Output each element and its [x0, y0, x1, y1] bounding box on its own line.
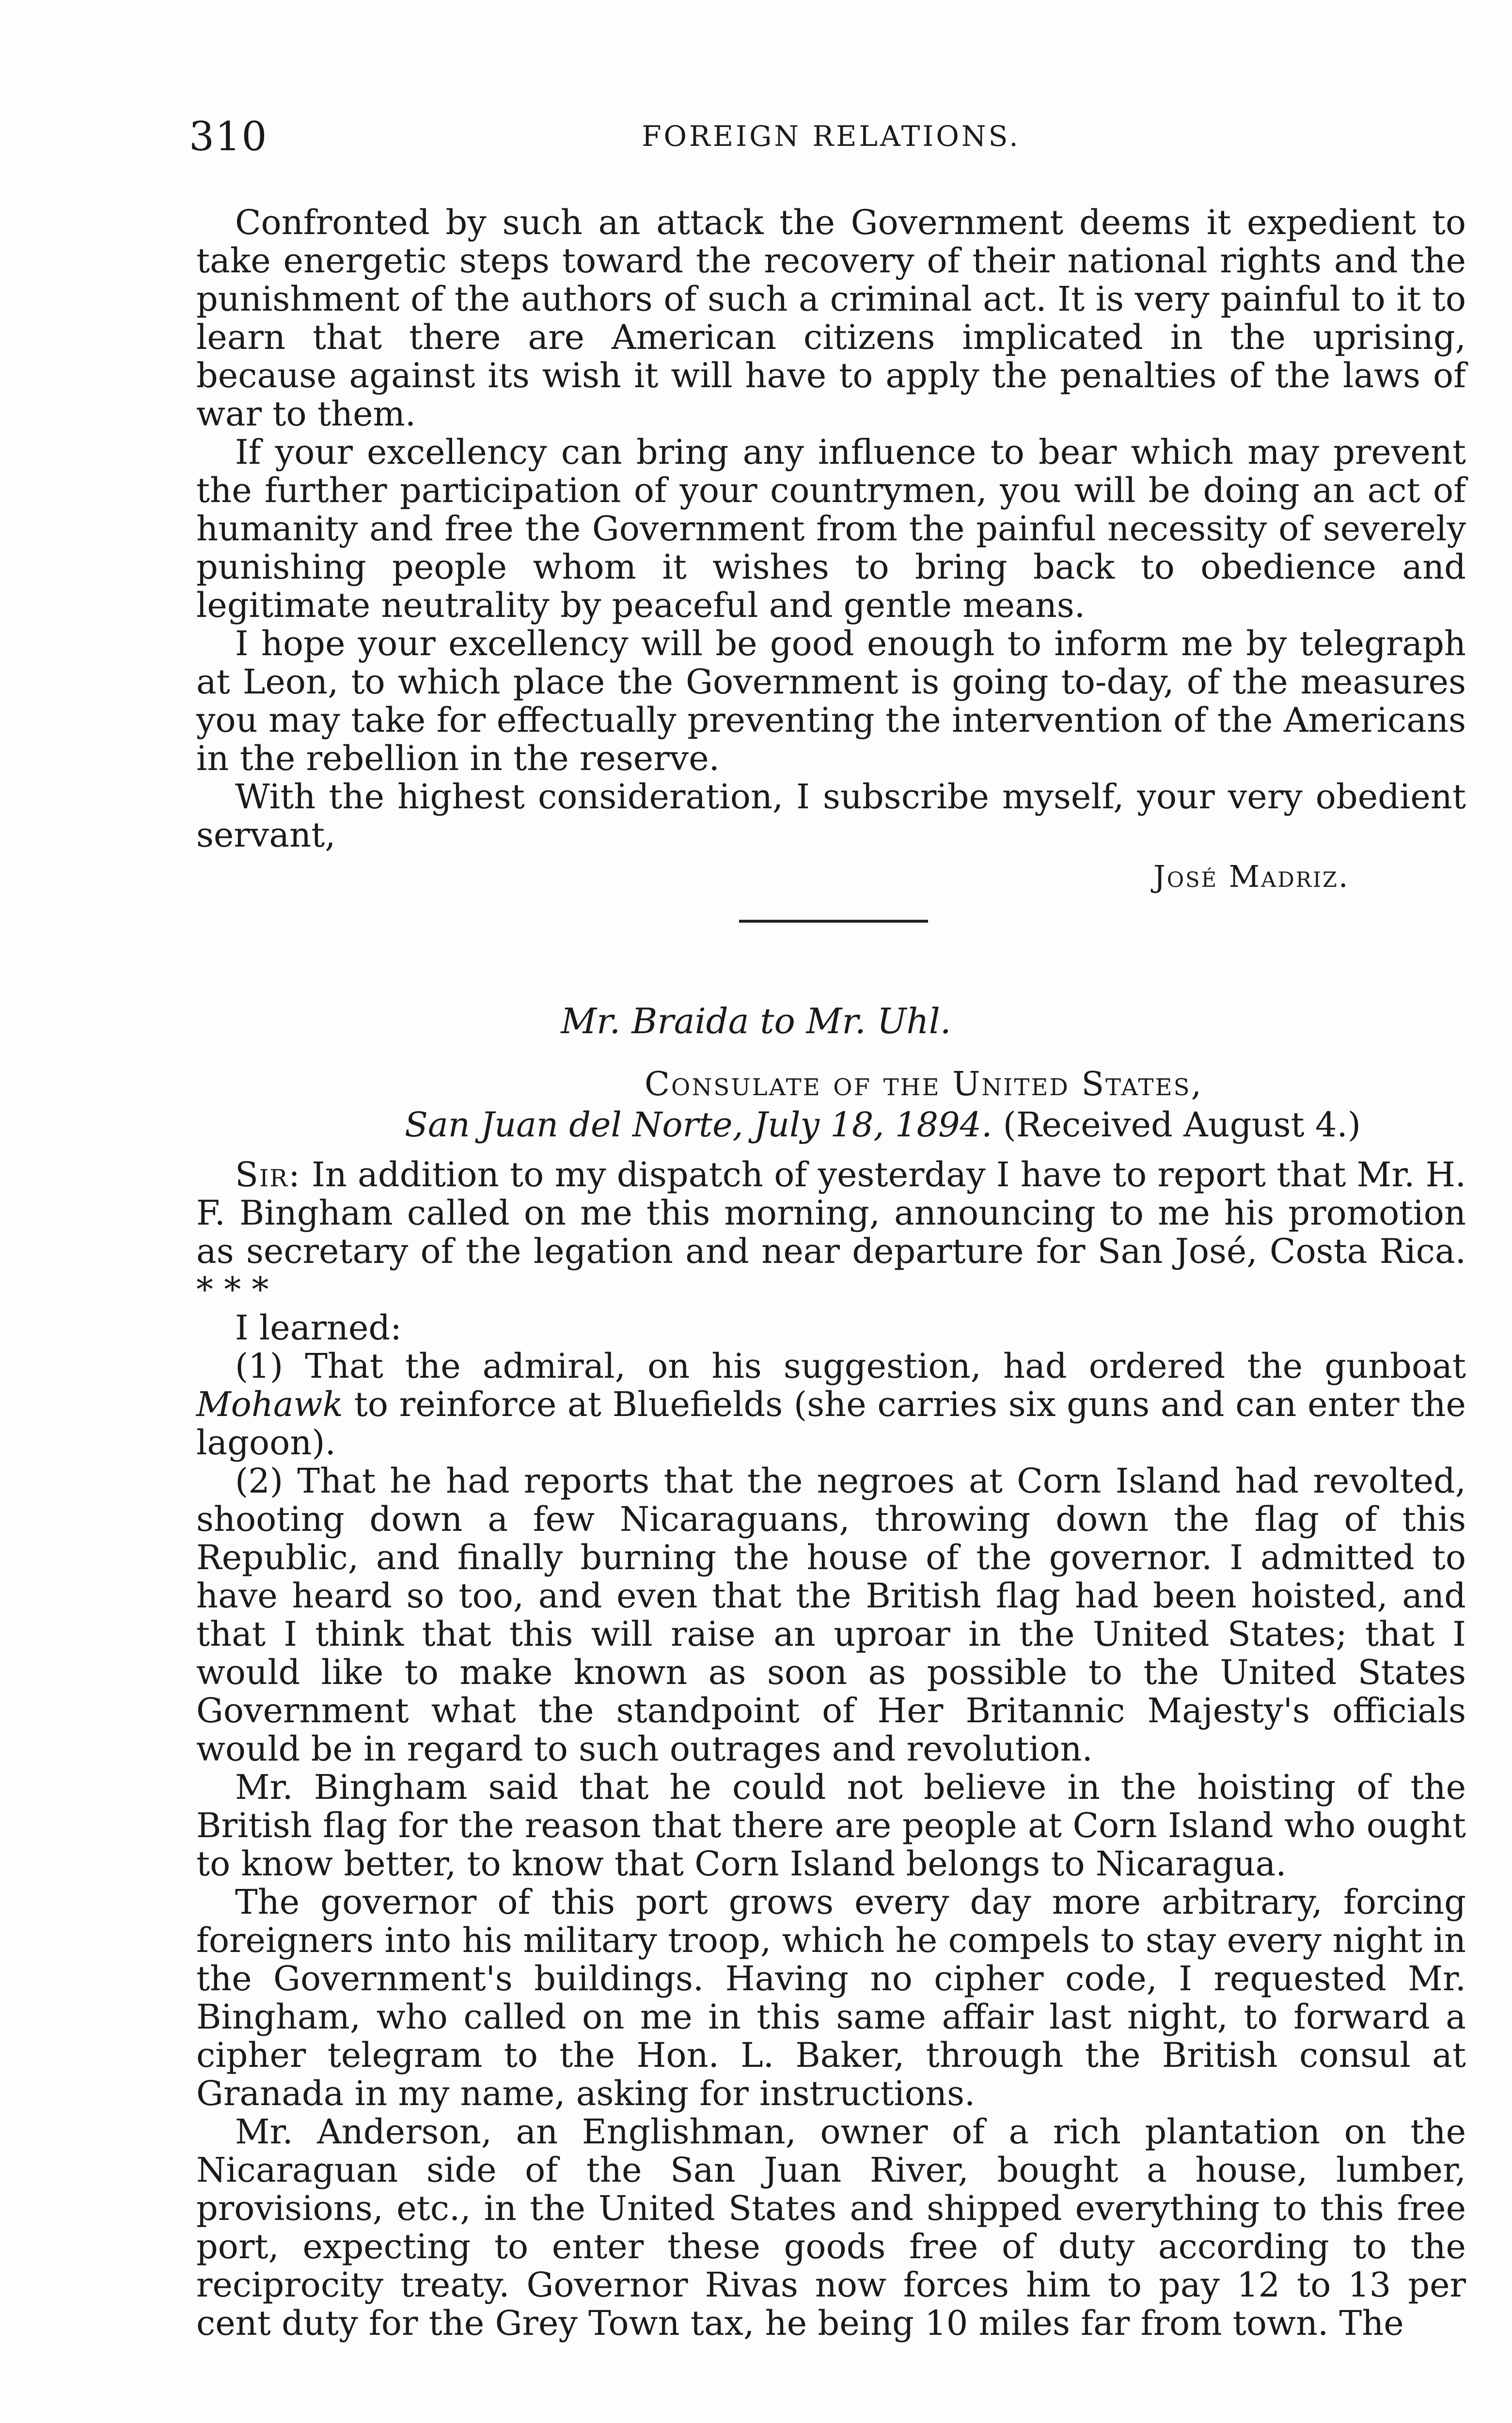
letter1-paragraph: If your excellency can bring any influence to bear which may prevent the further participation of your countrymen, you will be doing an act of humanity and free the Government from the painful necessity of severely punishing people whom it wishes to bring back to obedience and legitimate neutrality by peaceful and gentle means. — [196, 432, 1466, 625]
dateline — [405, 1105, 1361, 1145]
letter2-heading: Mr. Braida to Mr. Uhl. — [561, 1001, 951, 1041]
page-header — [189, 114, 1473, 167]
salutation: Sir: — [235, 1155, 301, 1195]
item-2: (2) That he had reports that the negroes at Corn Island had revolted, shooting down a few Nicaraguans, throwing down the flag of this Republic, and finally burning the house of the governor. I admitted to have heard so too, and even that the British flag had been hoisted, and that I think that this will raise an uproar in the United States; that I would like to make known as soon as possible to the United States Government what the standpoint of Her Britannic Majesty's officials would be in regard to such outrages and revolution. — [196, 1461, 1466, 1769]
anderson-paragraph: Mr. Anderson, an Englishman, owner of a rich plantation on the Nicaraguan side of the San Juan River, bought a house, lumber, provisions, etc., in the United States and shipped everything to this free port, expecting to enter these goods free of duty according to the reciprocity treaty. Governor Rivas now forces him to pay 12 to 13 per cent duty for the Grey Town tax, he being 10 miles far from town. The — [196, 2112, 1466, 2343]
letter1-signature: José Madriz. — [1153, 859, 1350, 894]
bingham-paragraph: Mr. Bingham said that he could not believe in the hoisting of the British flag for the reason that there are people at Corn Island who ought to know better, to know that Corn Island belongs to Nicaragua. — [196, 1767, 1466, 1884]
dateline-received: (Received August 4.) — [1003, 1105, 1361, 1145]
letter2-body — [196, 1156, 1466, 2343]
letter1-paragraph: I hope your excellency will be good enough to inform me by telegraph at Leon, to which place the Government is going to-day, of the measures you may take for effectually preventing the intervention of the Americans in the rebellion in the reserve. — [196, 624, 1466, 778]
running-head: FOREIGN RELATIONS. — [642, 120, 1021, 153]
letter1-paragraph: Confronted by such an attack the Government deems it expedient to take energetic steps toward the recovery of their national rights and the punishment of the authors of such a criminal act. It is very painful to it to learn that there are American citizens implicated in the uprising, because against its wish it will have to apply the penalties of the laws of war to them. — [196, 203, 1466, 434]
learned-line: I learned: — [235, 1308, 402, 1348]
page-number: 310 — [189, 114, 268, 160]
item-1: (1) That the admiral, on his suggestion, had ordered the gunboat Mohawk to reinforce at Bluefields (she carries six guns and can enter the lagoon). — [196, 1346, 1466, 1463]
letter1-body — [196, 204, 1466, 854]
opening-text: In addition to my dispatch of yesterday I have to report that Mr. H. F. Bingham called on me this morning, announcing to me his promotion as secretary of the legation and near departure for San José, Costa Rica. * * * — [196, 1155, 1466, 1309]
dateline-place: San Juan del Norte, July 18, 1894. — [405, 1105, 992, 1145]
letter1-paragraph: With the highest consideration, I subscribe myself, your very obedient servant, — [196, 777, 1466, 855]
letter2-opening — [196, 1156, 1466, 1309]
section-divider — [739, 920, 928, 923]
consulate-line: Consulate of the United States, — [645, 1065, 1203, 1103]
ship-name: Mohawk — [196, 1385, 343, 1424]
governor-paragraph: The governor of this port grows every day more arbitrary, forcing foreigners into his military troop, which he compels to stay every night in the Government's buildings. Having no cipher code, I requested Mr. Bingham, who called on me in this same affair last night, to forward a cipher telegram to the Hon. L. Baker, through the British consul at Granada in my name, asking for instructions. — [196, 1882, 1466, 2113]
